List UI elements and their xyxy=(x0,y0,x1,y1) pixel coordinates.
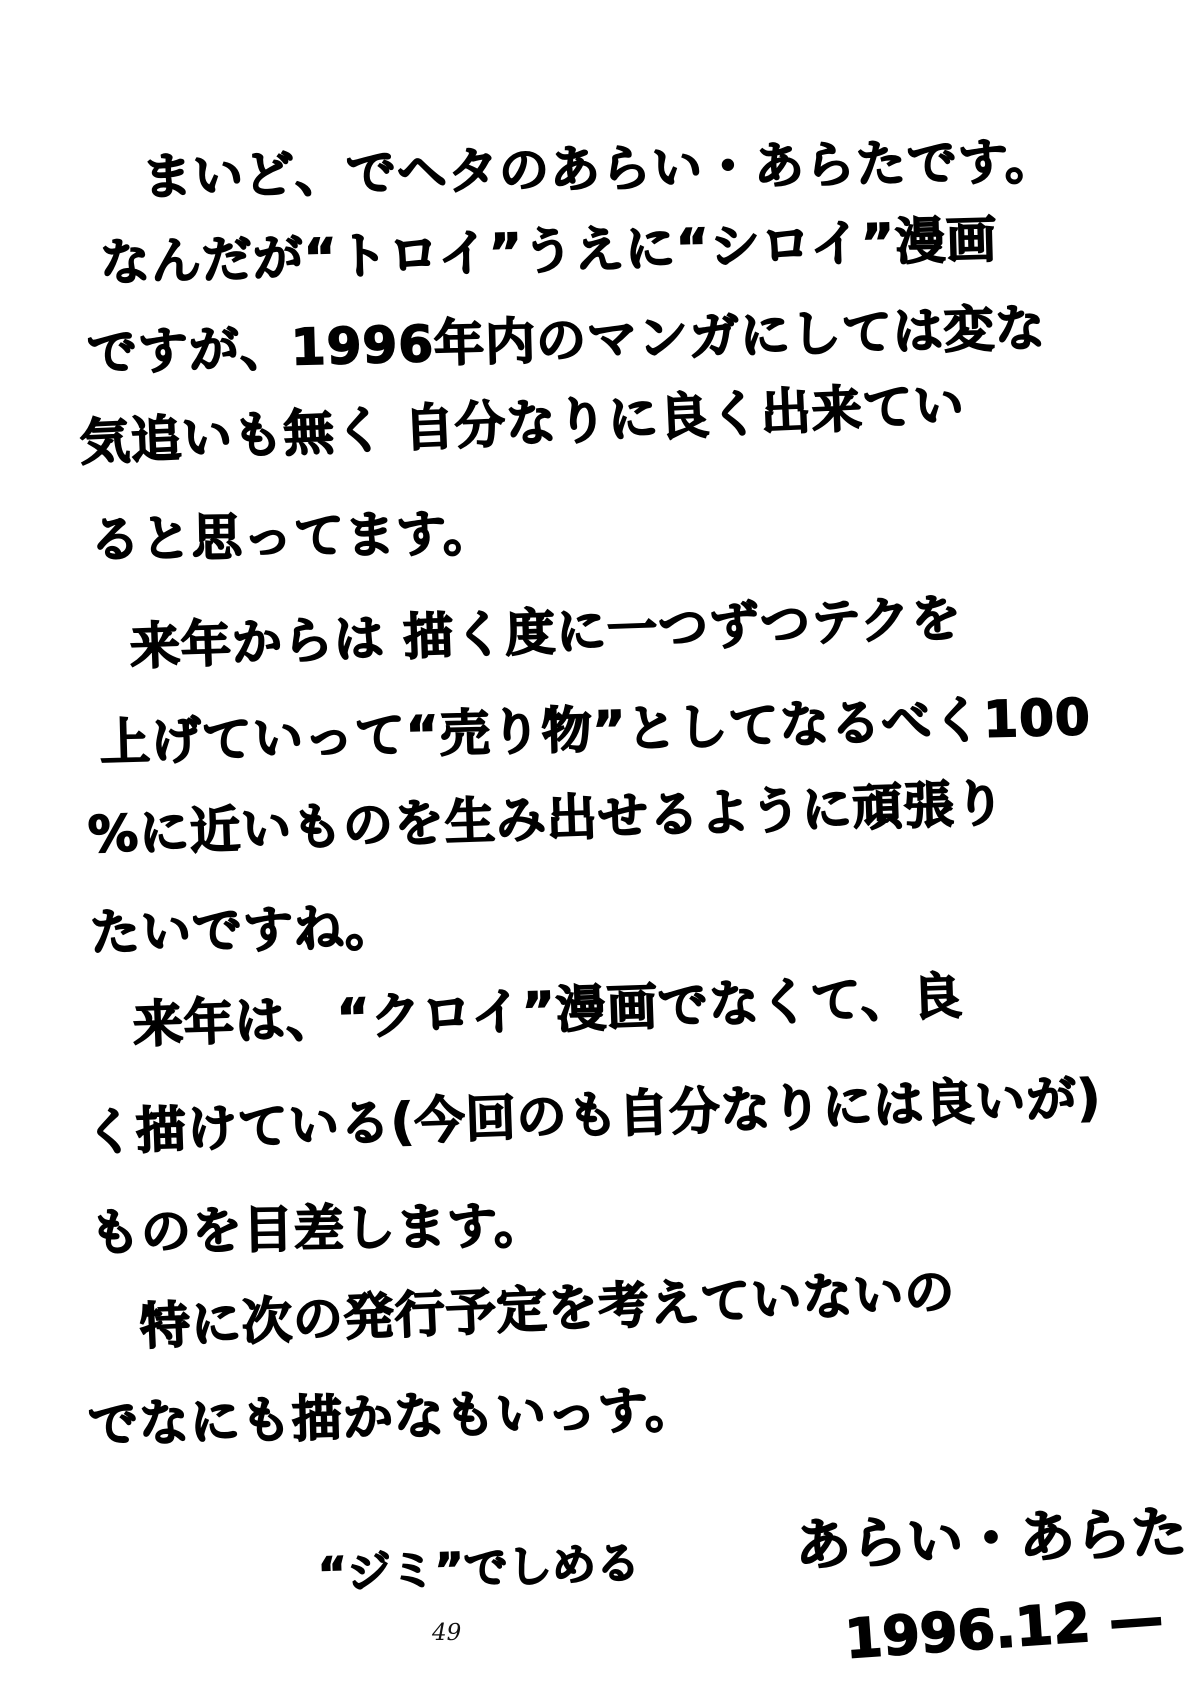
letter-line: ですが、1996年内のマンガにしては変な xyxy=(86,298,1047,382)
letter-line: 特に次の発行予定を考えていないの xyxy=(138,1262,957,1356)
letter-line: 上げていって“売り物”としてなるべく100 xyxy=(99,688,1092,772)
letter-line: 来年は、“クロイ”漫画でなくて、良 xyxy=(131,967,964,1054)
letter-line: なんだが“トロイ”うえに“シロイ”漫画 xyxy=(99,210,998,292)
signature-closing: “ジミ”でしめる xyxy=(317,1537,641,1600)
letter-line: でなにも描かなもいっす。 xyxy=(87,1380,697,1454)
letter-line: 来年からは 描く度に一つずつテクを xyxy=(128,588,963,676)
letter-line: たいですね。 xyxy=(89,898,397,962)
letter-line: 気追いも無く 自分なりに良く出来てい xyxy=(78,375,966,472)
letter-line: ものを目差します。 xyxy=(89,1196,546,1262)
letter-line: く描けている(今回のも自分なりには良いが) xyxy=(83,1068,1103,1162)
letter-line: %に近いものを生み出せるように頑張り xyxy=(86,773,1007,864)
signature-date: 1996.12 — xyxy=(842,1585,1166,1671)
signature-name: あらい・あらた xyxy=(794,1500,1189,1579)
letter-line: まいど、でヘタのあらい・あらたです。 xyxy=(141,132,1057,206)
letter-line: ると思ってます。 xyxy=(89,503,495,569)
page-number: 49 xyxy=(432,1620,462,1646)
